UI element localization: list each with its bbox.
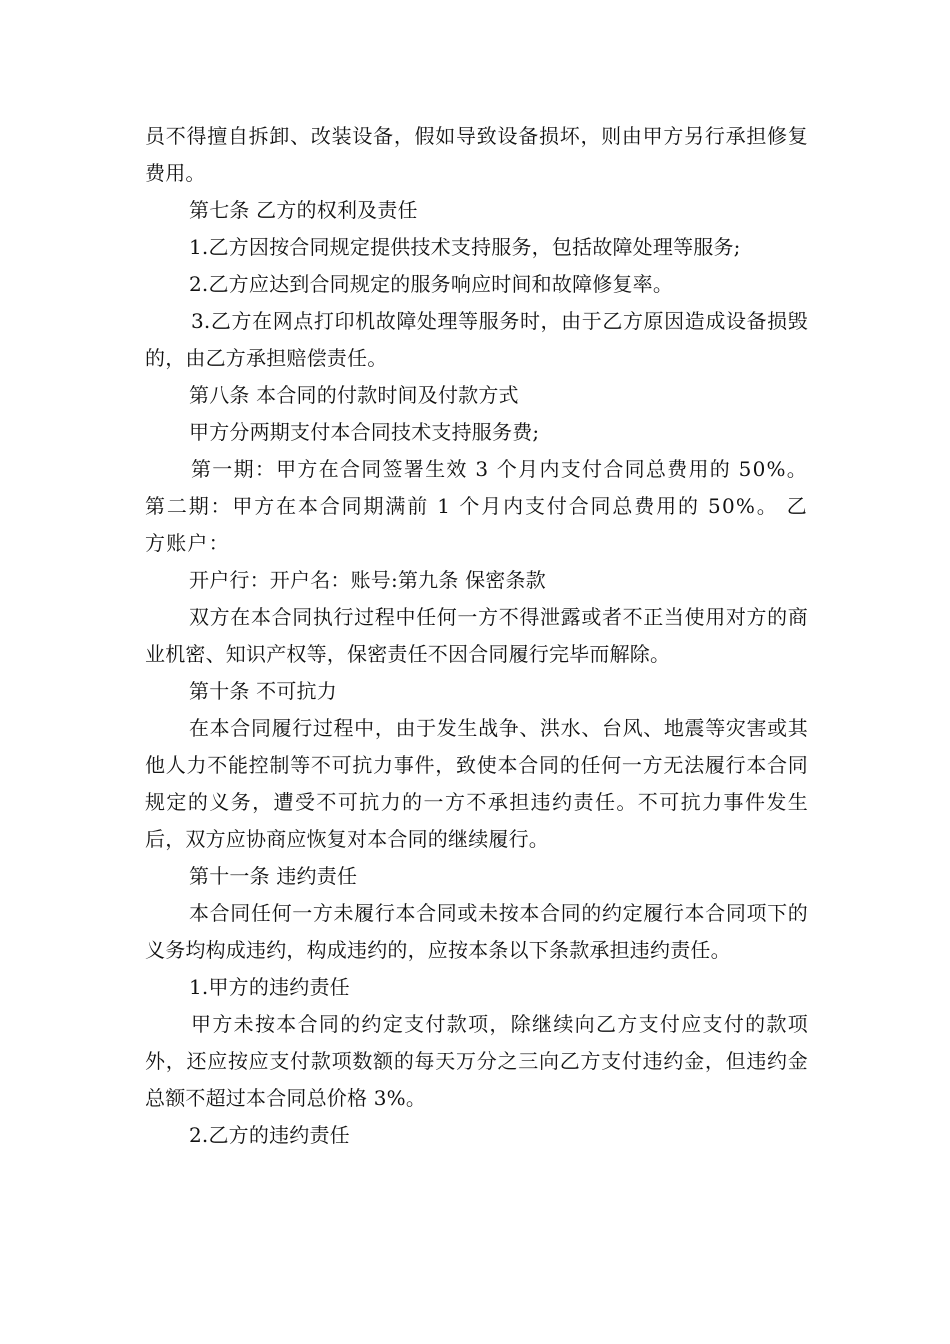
article-11-heading: 第十一条 违约责任 (189, 864, 358, 888)
article-8-payment-terms: 第一期：甲方在合同签署生效 3 个月内支付合同总费用的 50%。 第二期：甲方在本合同期满前 1 个月内支付合同总费用的 50%。 乙方账户： (145, 457, 808, 555)
article-7-item-2: 2.乙方应达到合同规定的服务响应时间和故障修复率。 (189, 272, 674, 296)
party-b-liability-heading: 2.乙方的违约责任 (189, 1123, 350, 1147)
article-8-intro: 甲方分两期支付本合同技术支持服务费; (189, 420, 540, 444)
document-body (145, 118, 808, 1154)
paragraph-continuation: 员不得擅自拆卸、改装设备，假如导致设备损坏，则由甲方另行承担修复费用。 (145, 124, 808, 185)
article-9-body: 双方在本合同执行过程中任何一方不得泄露或者不正当使用对方的商业机密、知识产权等，保密责任不因合同履行完毕而解除。 (145, 605, 808, 666)
article-10-body: 在本合同履行过程中，由于发生战争、洪水、台风、地震等灾害或其他人力不能控制等不可抗力事件，致使本合同的任何一方无法履行本合同规定的义务，遭受不可抗力的一方不承担违约责任。不可抗力事件发生后，双方应协商应恢复对本合同的继续履行。 (145, 716, 808, 851)
article-7-item-3: 3.乙方在网点打印机故障处理等服务时，由于乙方原因造成设备损毁的，由乙方承担赔偿责任。 (145, 309, 808, 370)
article-7-heading: 第七条 乙方的权利及责任 (189, 198, 418, 222)
party-a-liability-heading: 1.甲方的违约责任 (189, 975, 350, 999)
party-a-liability-body: 甲方未按本合同的约定支付款项，除继续向乙方支付应支付的款项外，还应按应支付款项数额的每天万分之三向乙方支付违约金，但违约金总额不超过本合同总价格 3%。 (145, 1012, 808, 1110)
article-10-heading: 第十条 不可抗力 (189, 679, 337, 703)
article-7-item-1: 1.乙方因按合同规定提供技术支持服务，包括故障处理等服务; (189, 235, 741, 259)
bank-account-line: 开户行：开户名：账号:第九条 保密条款 (189, 568, 546, 592)
article-8-heading: 第八条 本合同的付款时间及付款方式 (189, 383, 519, 407)
article-11-body: 本合同任何一方未履行本合同或未按本合同的约定履行本合同项下的义务均构成违约，构成违约的，应按本条以下条款承担违约责任。 (145, 901, 808, 962)
